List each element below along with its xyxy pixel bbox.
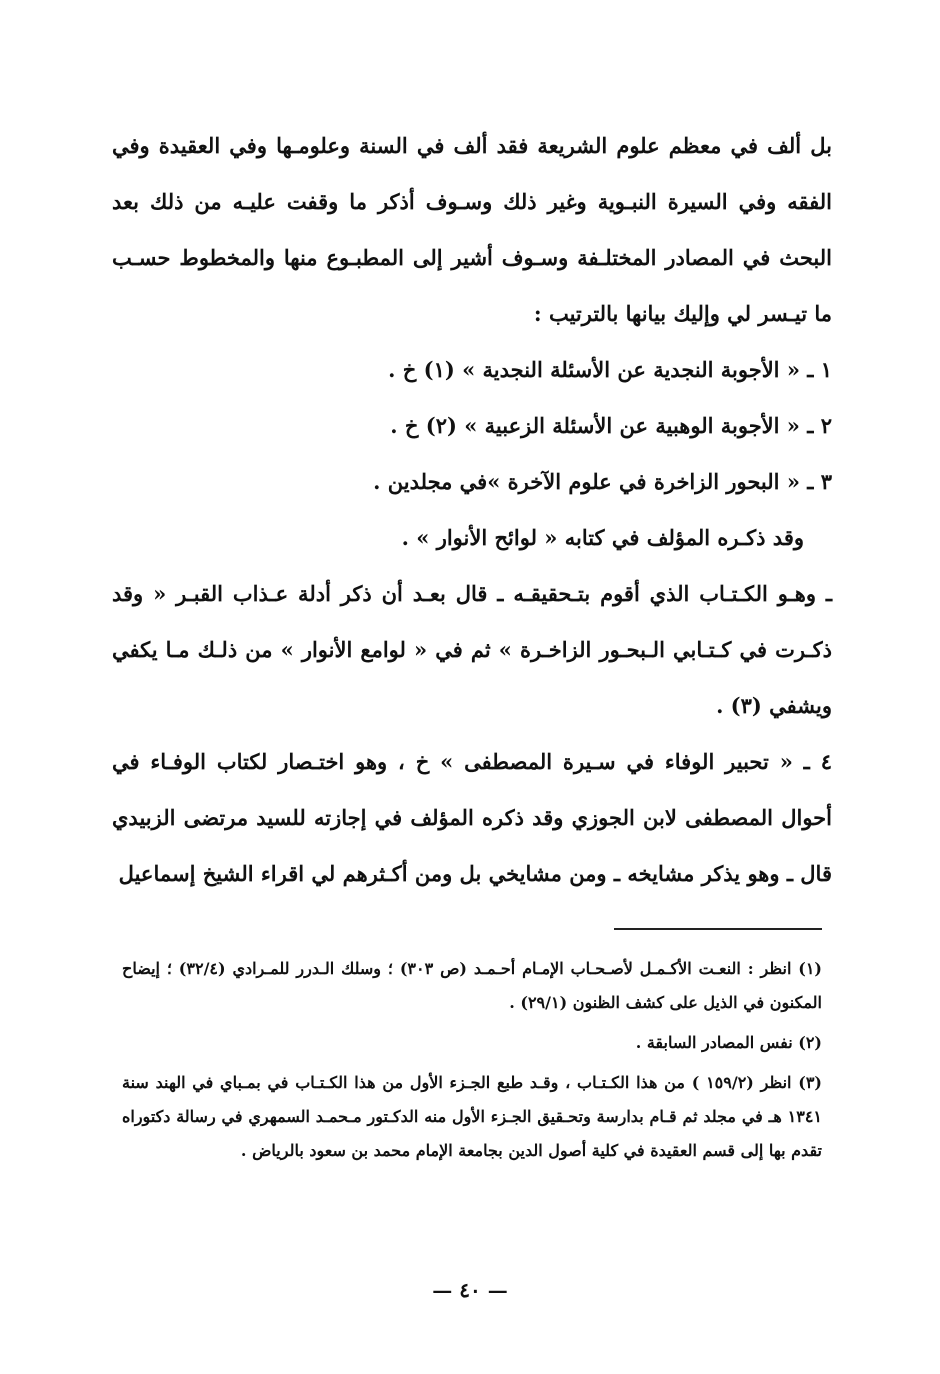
list-item-4: ٤ ـ « تحبير الوفاء في سـيرة المصطفى » خ ، وهو اختـصار لكتاب الوفـاء في أحوال المصطفى لابن الجوزي وقد ذكره المؤلف في إجازته للسيد مرتضى الزبيدي قال ـ وهو يذكر مشايخه ـ ومن مشايخي بل ومن أكـثرهم لي اقراء الشيخ إسماعيل [112, 749, 832, 886]
main-text-block [112, 118, 832, 902]
list-item-1: ١ ـ « الأجوبة النجدية عن الأسئلة النجدية » (١) خ . [388, 357, 832, 382]
footnote-separator [614, 928, 822, 930]
list-item-2: ٢ ـ « الأجوبة الوهبية عن الأسئلة الزعبية » (٢) خ . [390, 413, 832, 438]
page-number: — ٤٠ — [432, 1278, 508, 1302]
footnote-2: (٢) نفس المصادر السابقة . [635, 1033, 822, 1052]
item-3-note: وقد ذكـره المؤلف في كتابه « لوائح الأنوار » . [401, 525, 804, 550]
footnote-3: (٣) انظر (١٥٩/٢ ) من هذا الكـتـاب ، وقـد طبع الجـزء الأول من هذا الكـتـاب في بمـباي في الهند سنة ١٣٤١ هـ في مجلد ثم قـام بدارسة وتحـقيق الجـزء الأول منه الدكـتور مـحمـد السمهري في رسالة دكتوراه تقدم بها إلى قسم العقيدة في كلية أصول الدين بجامعة الإمام محمد بن سعود بالرياض . [122, 1073, 822, 1160]
intro-paragraph: بل ألف في معظم علوم الشريعة فقد ألف في السنة وعلومـها وفي العقيدة وفي الفقه وفي السيرة النبـوية وغير ذلك وسـوف أذكر ما وقفت عليـه من ذلك بعد البحث في المصادر المختلـفة وسـوف أشير إلى المطبـوع منها والمخطوط حسـب ما تيـسر لي وإليك بيانها بالترتيب : [112, 133, 832, 326]
footnote-1: (١) انظر : النعـت الأكـمـل لأصـحـاب الإمـام أحـمـد (ص ٣٠٣) ؛ وسلك الـدرر للمـرادي (٣٢/٤) ؛ إيضاح المكنون في الذيل على كشف الظنون (٢٩/١) . [122, 959, 822, 1012]
footnotes-block [122, 952, 822, 1168]
item-3-quote-paragraph: ـ وهـو الكـتـاب الذي أقوم بتـحقيقـه ـ قال بعـد أن ذكر أدلة عـذاب القبـر « وقد ذكـرت في كـتـابي الـبحـور الزاخـرة » ثم في « لوامع الأنوار » من ذلـك مـا يكفي ويشفي (٣) . [112, 581, 832, 718]
list-item-3: ٣ ـ « البحور الزاخرة في علوم الآخرة »في مجلدين . [373, 469, 832, 494]
